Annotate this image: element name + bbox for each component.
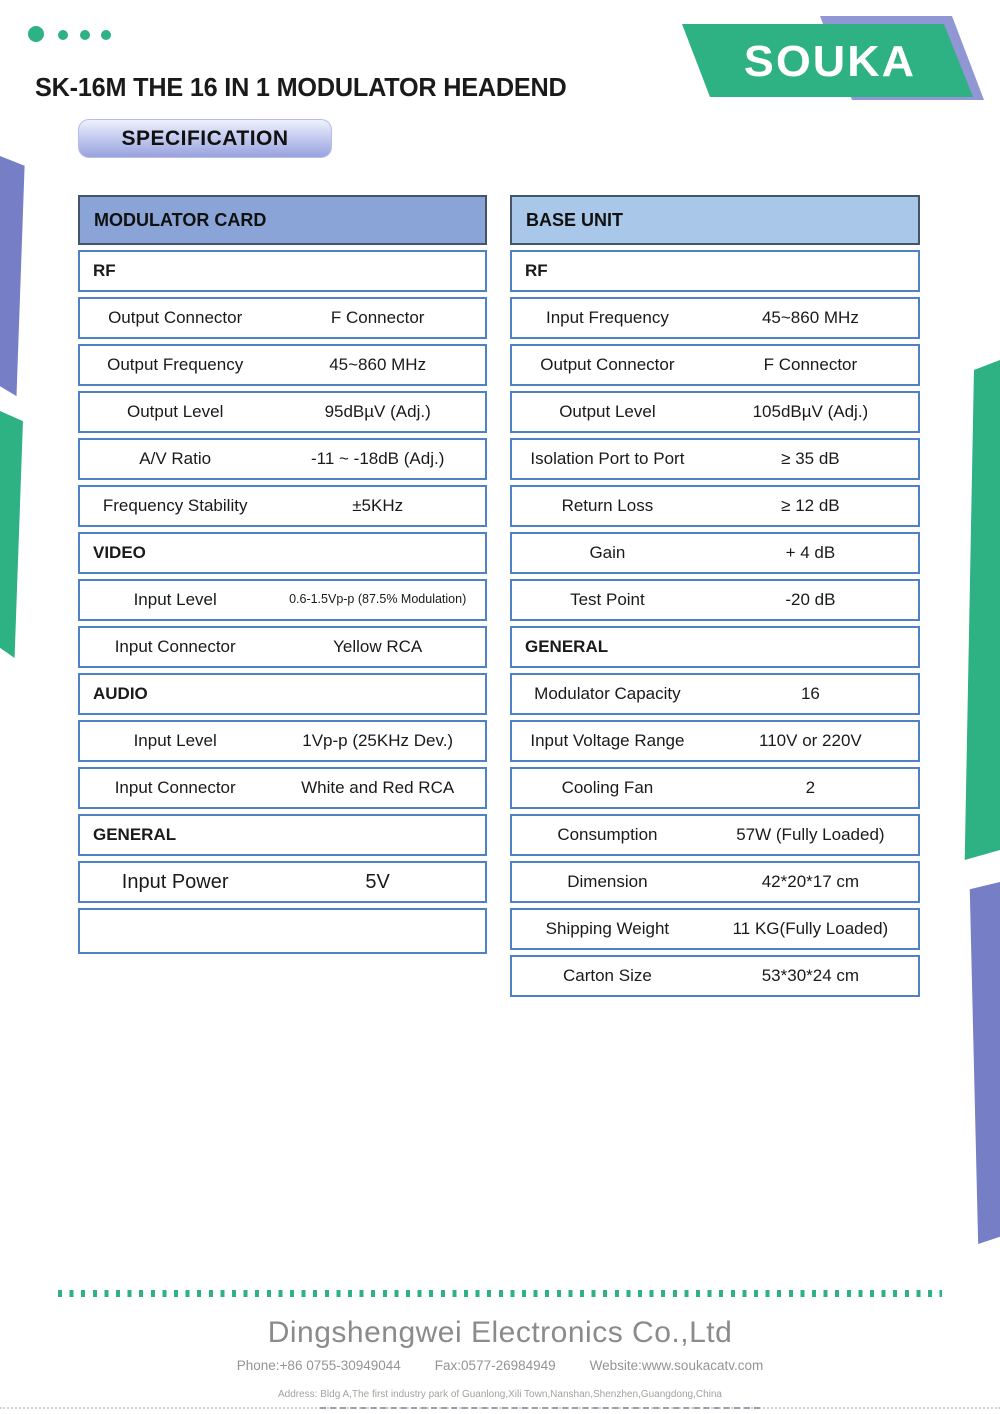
spec-value: ±5KHz <box>352 496 404 515</box>
spec-value: -11 ~ -18dB (Adj.) <box>310 449 445 468</box>
table-row <box>510 908 920 950</box>
deco-strip-green-left <box>0 411 28 663</box>
website-text: Website:www.soukacatv.com <box>589 1358 764 1373</box>
table-row <box>78 344 487 386</box>
table-row <box>78 720 487 762</box>
base-unit-table <box>510 195 920 1002</box>
table-row <box>510 955 920 997</box>
address-text: Address: Bldg A,The first industry park of Guanlong,Xili Town,Nanshan,Shenzhen,Guangdong,China <box>278 1389 722 1400</box>
spec-label: Output Level <box>126 402 224 421</box>
spec-label: Output Connector <box>108 308 243 327</box>
spec-value: 45~860 MHz <box>329 355 427 374</box>
table-row <box>78 297 487 339</box>
spec-label: Return Loss <box>561 496 654 515</box>
table-row <box>510 720 920 762</box>
section-label: RF <box>525 261 548 280</box>
spec-label: Input Level <box>133 731 217 750</box>
table-row <box>78 438 487 480</box>
spec-label: Gain <box>589 543 626 562</box>
table-row <box>510 579 920 621</box>
spec-label: Input Level <box>133 590 217 609</box>
table-row <box>510 767 920 809</box>
contact-info <box>0 1358 1000 1373</box>
spec-value: White and Red RCA <box>301 778 455 797</box>
table-row <box>510 438 920 480</box>
table-row <box>78 485 487 527</box>
section-row <box>510 250 920 292</box>
spec-label: Output Level <box>559 402 656 421</box>
spec-label: Input Power <box>121 870 229 893</box>
spec-value: Yellow RCA <box>333 637 423 656</box>
spec-label: Cooling Fan <box>561 778 654 797</box>
spec-label: Dimension <box>567 872 648 891</box>
modulator-card-table <box>78 195 487 959</box>
spec-value: 1Vp-p (25KHz Dev.) <box>302 731 454 750</box>
spec-label: Consumption <box>557 825 658 844</box>
table-row <box>510 344 920 386</box>
table-row <box>510 297 920 339</box>
section-row <box>78 532 487 574</box>
spec-value: 45~860 MHz <box>761 308 859 327</box>
green-dot-icon <box>28 26 44 42</box>
spec-value: 42*20*17 cm <box>761 872 860 891</box>
spec-value: -20 dB <box>785 590 836 609</box>
green-dot-icon <box>80 30 90 40</box>
table-row <box>78 579 487 621</box>
souka-logo <box>670 10 1000 115</box>
spec-label: Output Frequency <box>107 355 244 374</box>
spec-label: A/V Ratio <box>139 449 212 468</box>
spec-value: 16 <box>800 684 820 703</box>
spec-value: 110V or 220V <box>759 731 862 750</box>
green-dotted-divider <box>58 1290 942 1297</box>
spec-value: 0.6-1.5Vp-p (87.5% Modulation) <box>289 592 467 607</box>
deco-strip-green-right <box>958 360 1000 860</box>
section-row <box>510 626 920 668</box>
spec-label: Test Point <box>570 590 645 609</box>
spec-value: 105dBµV (Adj.) <box>752 402 869 421</box>
section-label: VIDEO <box>93 543 146 562</box>
spec-value: 2 <box>805 778 816 797</box>
spec-value: 57W (Fully Loaded) <box>736 825 885 844</box>
spec-label: Shipping Weight <box>545 919 670 938</box>
spec-label: Modulator Capacity <box>534 684 681 703</box>
green-dot-icon <box>58 30 68 40</box>
spec-label: Isolation Port to Port <box>530 449 685 468</box>
company-name: Dingshengwei Electronics Co.,Ltd <box>267 1316 733 1349</box>
section-label: RF <box>93 261 116 280</box>
fax-text: Fax:0577-26984949 <box>434 1358 556 1373</box>
specification-badge: SPECIFICATION <box>78 119 332 158</box>
table-row <box>510 485 920 527</box>
table-row <box>78 391 487 433</box>
table-row <box>510 673 920 715</box>
table-row <box>78 626 487 668</box>
spec-label: Input Connector <box>114 637 236 656</box>
spec-label: Input Frequency <box>545 308 669 327</box>
deco-strip-purple-left <box>0 156 30 401</box>
spec-value: + 4 dB <box>785 543 836 562</box>
spec-value: ≥ 35 dB <box>781 449 840 468</box>
table-row <box>78 861 487 903</box>
spec-value: ≥ 12 dB <box>781 496 840 515</box>
spec-label: Output Connector <box>540 355 675 374</box>
section-label: GENERAL <box>525 637 609 656</box>
table-row <box>78 767 487 809</box>
logo-wordmark: SOUKA <box>743 37 917 86</box>
spec-label: Input Connector <box>114 778 236 797</box>
table-title: BASE UNIT <box>510 195 920 245</box>
section-row <box>78 250 487 292</box>
deco-strip-purple-right <box>958 882 1000 1244</box>
table-row <box>510 861 920 903</box>
spec-label: Carton Size <box>562 966 652 985</box>
spec-value: 53*30*24 cm <box>761 966 860 985</box>
section-label: AUDIO <box>93 684 148 703</box>
spec-value: F Connector <box>330 308 425 327</box>
page-title: SK-16M THE 16 IN 1 MODULATOR HEADEND <box>35 72 567 102</box>
spec-value: 95dBµV (Adj.) <box>324 402 431 421</box>
spec-label: Input Voltage Range <box>530 731 685 750</box>
table-row <box>78 908 487 954</box>
spec-value: F Connector <box>763 355 858 374</box>
section-row <box>78 673 487 715</box>
bottom-dotted-line-center <box>320 1407 760 1409</box>
spec-value: 11 KG(Fully Loaded) <box>732 919 889 938</box>
table-row <box>510 391 920 433</box>
spec-value: 5V <box>365 870 390 893</box>
table-row <box>510 814 920 856</box>
green-dot-icon <box>101 30 111 40</box>
table-row <box>510 532 920 574</box>
table-title: MODULATOR CARD <box>78 195 487 245</box>
phone-text: Phone:+86 0755-30949044 <box>236 1358 401 1373</box>
section-label: GENERAL <box>93 825 177 844</box>
section-row <box>78 814 487 856</box>
spec-label: Frequency Stability <box>102 496 248 515</box>
